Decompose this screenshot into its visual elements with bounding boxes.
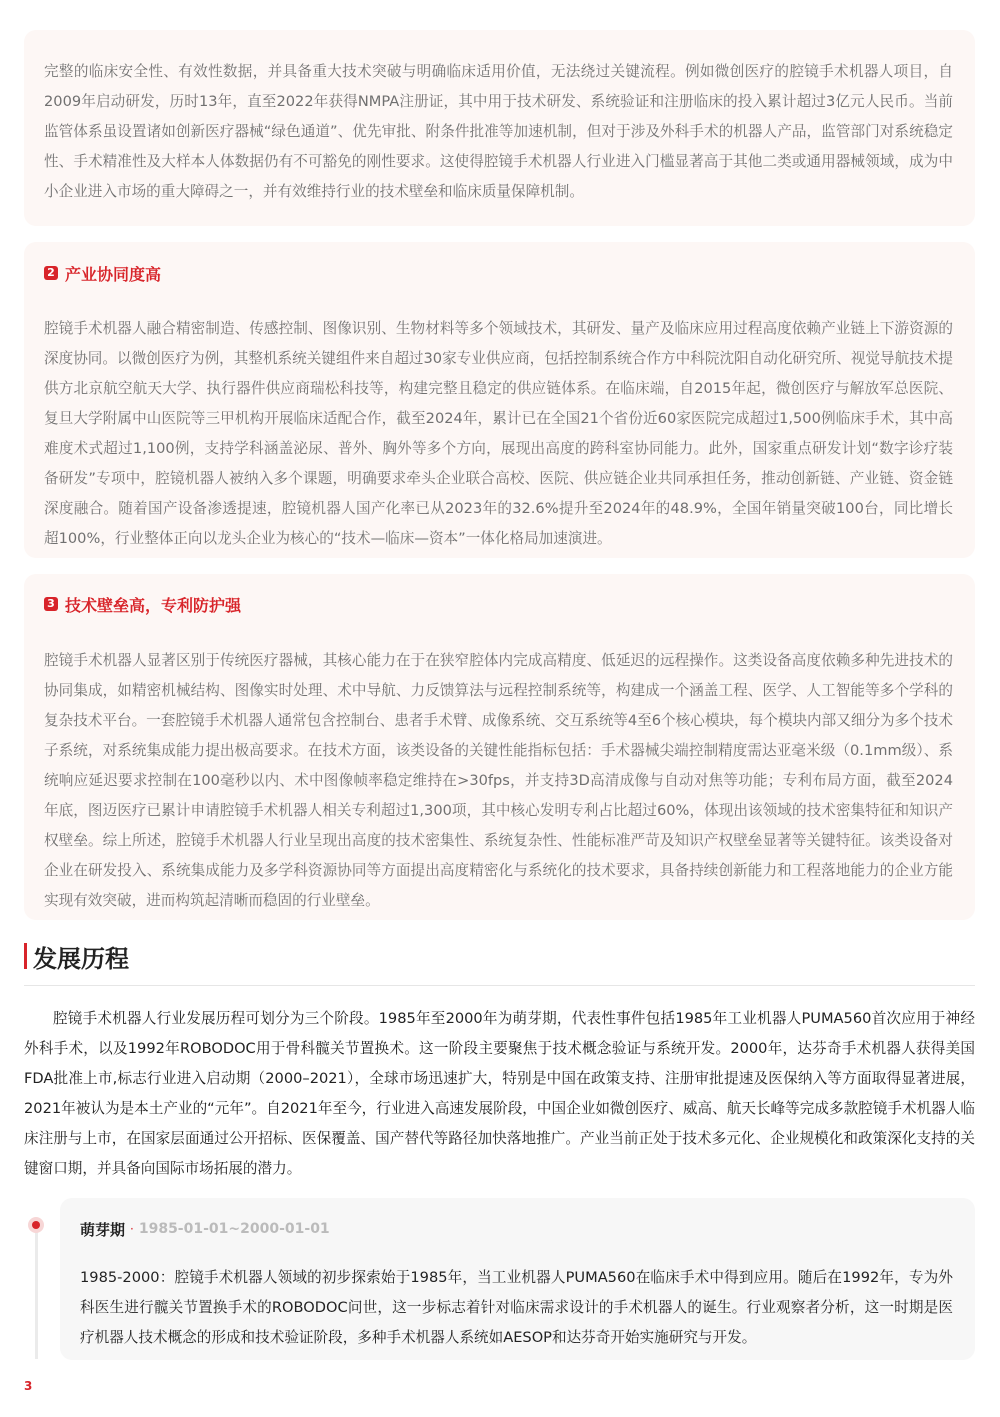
industry-synergy-card: [24, 242, 975, 558]
card3-text: 腔镜手术机器人显著区别于传统医疗器械，其核心能力在于在狭窄腔体内完成高精度、低延迟的远程操作。这类设备高度依赖多种先进技术的协同集成，如精密机械结构、图像实时处理、术中导航、力反馈算法与远程控制系统等，构建成一个涵盖工程、医学、人工智能等多个学科的复杂技术平台。一套腔镜手术机器人通常包含控制台、患者手术臂、成像系统、交互系统等4至6个核心模块，每个模块内部又细分为多个技术子系统，对系统集成能力提出极高要求。在技术方面，该类设备的关键性能指标包括：手术器械尖端控制精度需达亚毫米级（0.1mm级）、系统响应延迟要求控制在100毫秒以内、术中图像帧率稳定维持在>30fps，并支持3D高清成像与自动对焦等功能；专利布局方面，截至2024年底，图迈医疗已累计申请腔镜手术机器人相关专利超过1,300项，其中核心发明专利占比超过60%，体现出该领域的技术密集特征和知识产权壁垒。综上所述，腔镜手术机器人行业呈现出高度的技术密集性、系统复杂性、性能标准严苛及知识产权壁垒显著等关键特征。该类设备对企业在研发投入、系统集成能力及多学科资源协同等方面提出高度精密化与系统化的技术要求，具备持续创新能力和工程落地能力的企业方能实现有效突破，进而构筑起清晰而稳固的行业壁垒。: [44, 652, 953, 909]
stage-description: 1985-2000：腔镜手术机器人领域的初步探索始于1985年，当工业机器人PUMA560在临床手术中得到应用。随后在1992年，专为外科医生进行髋关节置换手术的ROBODOC问世，这一步标志着针对临床需求设计的手术机器人的诞生。行业观察者分析，这一时期是医疗机器人技术概念的形成和技术验证阶段，多种手术机器人系统如AESOP和达芬奇开始实施研究与开发。: [80, 1269, 953, 1346]
regulatory-barrier-card: [24, 30, 975, 226]
number-3-badge: 3: [44, 597, 58, 611]
stage-separator: ·: [130, 1222, 134, 1236]
stage-name: 萌芽期: [80, 1220, 126, 1239]
section-intro: 腔镜手术机器人行业发展历程可划分为三个阶段。1985年至2000年为萌芽期，代表性事件包括1985年工业机器人PUMA560首次应用于神经外科手术，以及1992年ROBODOC用于骨科髋关节置换术。这一阶段主要聚焦于技术概念验证与系统开发。2000年，达芬奇手术机器人获得美国FDA批准上市,标志行业进入启动期（2000–2021），全球市场迅速扩大，特别是中国在政策支持、注册审批提速及医保纳入等方面取得显著进展，2021年被认为是本土产业的“元年”。自2021年至今，行业进入高速发展阶段，中国企业如微创医疗、威高、航天长峰等完成多款腔镜手术机器人临床注册与上市，在国家层面通过公开招标、医保覆盖、国产替代等路径加快落地推广。产业当前正处于技术多元化、企业规模化和政策深化支持的关键窗口期，并具备向国际市场拓展的潜力。: [24, 1010, 975, 1177]
card1-text: 完整的临床安全性、有效性数据，并具备重大技术突破与明确临床适用价值，无法绕过关键流程。例如微创医疗的腔镜手术机器人项目，自2009年启动研发，历时13年，直至2022年获得NMPA注册证，其中用于技术研发、系统验证和注册临床的投入累计超过3亿元人民币。当前监管体系虽设置诸如创新医疗器械“绿色通道”、优先审批、附条件批准等加速机制，但对于涉及外科手术的机器人产品，监管部门对系统稳定性、手术精准性及大样本人体数据仍有不可豁免的刚性要求。这使得腔镜手术机器人行业进入门槛显著高于其他二类或通用器械领域，成为中小企业进入市场的重大障碍之一，并有效维持行业的技术壁垒和临床质量保障机制。: [44, 63, 953, 200]
section-heading: [24, 938, 129, 974]
stage-header: [80, 1214, 953, 1244]
card2-title: 产业协同度高: [65, 264, 162, 284]
heading-accent-bar: [24, 943, 27, 969]
timeline-stage-card: [60, 1198, 975, 1360]
timeline-line: [35, 1222, 38, 1359]
section-title: 发展历程: [33, 944, 129, 973]
card3-title: 技术壁垒高，专利防护强: [65, 595, 242, 615]
page-number: 3: [24, 1379, 33, 1393]
card2-text: 腔镜手术机器人融合精密制造、传感控制、图像识别、生物材料等多个领域技术，其研发、量产及临床应用过程高度依赖产业链上下游资源的深度协同。以微创医疗为例，其整机系统关键组件来自超过30家专业供应商，包括控制系统合作方中科院沈阳自动化研究所、视觉导航技术提供方北京航空航天大学、执行器件供应商瑞松科技等，构建完整且稳定的供应链体系。在临床端，自2015年起，微创医疗与解放军总医院、复旦大学附属中山医院等三甲机构开展临床适配合作，截至2024年，累计已在全国21个省份近60家医院完成超过1,500例临床手术，其中高难度术式超过1,100例，支持学科涵盖泌尿、普外、胸外等多个方向，展现出高度的跨科室协同能力。此外，国家重点研发计划“数字诊疗装备研发”专项中，腔镜机器人被纳入多个课题，明确要求牵头企业联合高校、医院、供应链企业共同承担任务，推动创新链、产业链、资金链深度融合。随着国产设备渗透提速，腔镜机器人国产化率已从2023年的32.6%提升至2024年的48.9%，全国年销量突破100台，同比增长超100%，行业整体正向以龙头企业为核心的“技术—临床—资本”一体化格局加速演进。: [44, 320, 953, 547]
section-divider: [24, 985, 975, 986]
card2-heading: [44, 258, 953, 288]
number-2-badge: 2: [44, 266, 58, 280]
timeline-dot-icon: [28, 1217, 44, 1233]
stage-date-range: 1985-01-01~2000-01-01: [138, 1221, 330, 1237]
card3-heading: [44, 589, 953, 619]
tech-barrier-card: [24, 574, 975, 920]
